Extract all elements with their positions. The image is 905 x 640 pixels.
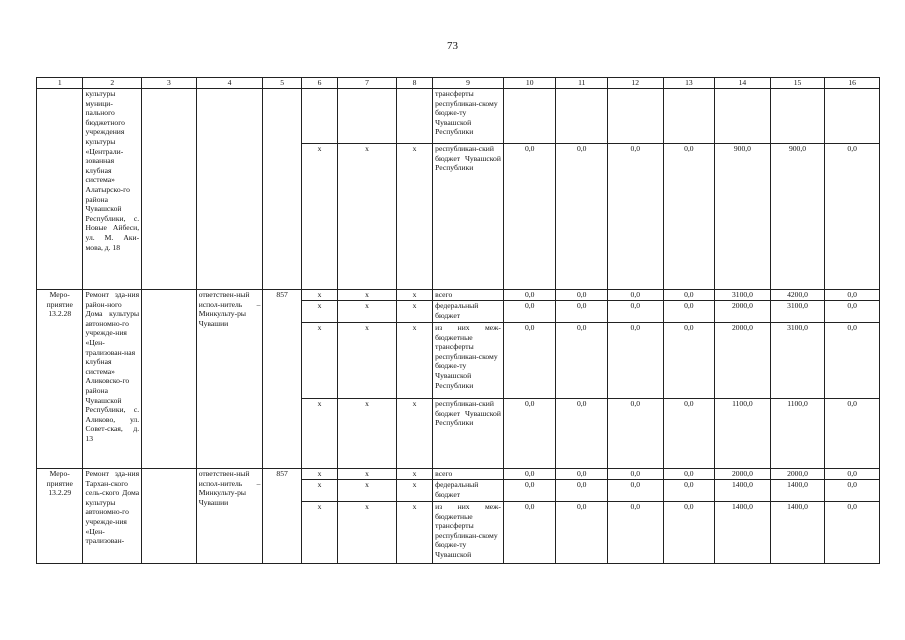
funding-amount: 0,0 (825, 323, 880, 399)
funding-amount: 0,0 (663, 399, 715, 469)
funding-amount: 0,0 (825, 469, 880, 480)
classifier-cell: х (338, 301, 397, 323)
funding-amount: 0,0 (825, 502, 880, 564)
funding-amount: 0,0 (503, 301, 556, 323)
funding-amount: 3100,0 (770, 323, 825, 399)
funding-amount: 0,0 (503, 323, 556, 399)
column-number: 5 (263, 78, 301, 89)
funding-amount (770, 89, 825, 144)
funding-amount: 0,0 (825, 399, 880, 469)
funding-amount (503, 89, 556, 144)
classifier-cell: х (301, 469, 337, 480)
classifier-cell: х (338, 144, 397, 290)
funding-amount: 900,0 (770, 144, 825, 290)
grbs-code: 857 (263, 290, 301, 469)
column-number: 4 (196, 78, 263, 89)
funding-amount: 900,0 (715, 144, 771, 290)
funding-amount: 0,0 (825, 290, 880, 301)
funding-amount: 3100,0 (770, 301, 825, 323)
funding-amount: 0,0 (825, 144, 880, 290)
classifier-cell: х (338, 399, 397, 469)
classifier-cell: х (301, 323, 337, 399)
funding-amount: 0,0 (663, 301, 715, 323)
funding-amount: 0,0 (825, 480, 880, 502)
funding-amount: 0,0 (663, 290, 715, 301)
funding-amount (663, 89, 715, 144)
classifier-cell: х (301, 480, 337, 502)
classifier-cell: х (396, 480, 432, 502)
funding-amount: 0,0 (503, 399, 556, 469)
column-number: 6 (301, 78, 337, 89)
funding-amount: 0,0 (503, 290, 556, 301)
funding-amount: 2000,0 (715, 301, 771, 323)
classifier-cell: х (396, 144, 432, 290)
funding-amount: 1400,0 (715, 502, 771, 564)
funding-amount: 0,0 (556, 480, 608, 502)
classifier-cell: х (301, 144, 337, 290)
classifier-cell: х (338, 323, 397, 399)
funding-amount: 1100,0 (715, 399, 771, 469)
classifier-cell (301, 89, 337, 144)
classifier-cell: х (396, 399, 432, 469)
funding-amount: 0,0 (556, 323, 608, 399)
measure-code: Меро-приятие 13.2.29 (37, 469, 83, 564)
classifier-cell: х (396, 502, 432, 564)
funding-source: трансферты республикан-скому бюдже-ту Чувашской Республики (433, 89, 504, 144)
funding-source: всего (433, 290, 504, 301)
funding-amount: 3100,0 (715, 290, 771, 301)
column-number: 15 (770, 78, 825, 89)
table-row (37, 290, 880, 301)
funding-amount: 0,0 (556, 502, 608, 564)
funding-amount: 0,0 (663, 144, 715, 290)
funding-amount: 0,0 (608, 469, 664, 480)
funding-amount: 0,0 (608, 301, 664, 323)
budget-table (36, 77, 880, 564)
funding-amount: 1400,0 (770, 480, 825, 502)
measure-name: Ремонт зда-ния Тархан-ского сель-ского Дома культуры автономно-го учрежде-ния «Цен-трализован- (83, 469, 142, 564)
column-number-row (37, 78, 880, 89)
funding-source: федеральный бюджет (433, 301, 504, 323)
measure-code: Меро-приятие 13.2.28 (37, 290, 83, 469)
column-number: 10 (503, 78, 556, 89)
measure-name: культуры муници-пального бюджетного учреждения культуры «Централи-зованная клубная система» Алатырско-го района Чувашской Республики, с. Новые Айбеси, ул. М. Аки-мова, д. 18 (83, 89, 142, 290)
funding-amount: 0,0 (503, 502, 556, 564)
table-row (37, 89, 880, 144)
column-3-cell (142, 89, 197, 290)
funding-source: федеральный бюджет (433, 480, 504, 502)
funding-amount: 4200,0 (770, 290, 825, 301)
classifier-cell: х (338, 290, 397, 301)
column-number: 16 (825, 78, 880, 89)
funding-amount: 0,0 (503, 144, 556, 290)
measure-code (37, 89, 83, 290)
funding-amount: 0,0 (556, 290, 608, 301)
column-number: 12 (608, 78, 664, 89)
classifier-cell: х (396, 469, 432, 480)
classifier-cell (338, 89, 397, 144)
grbs-code: 857 (263, 469, 301, 564)
column-number: 14 (715, 78, 771, 89)
funding-amount: 0,0 (608, 290, 664, 301)
responsible-executor (196, 89, 263, 290)
classifier-cell (396, 89, 432, 144)
funding-amount (825, 89, 880, 144)
funding-amount (608, 89, 664, 144)
column-number: 11 (556, 78, 608, 89)
funding-source: из них меж-бюджетные трансферты республикан-скому бюдже-ту Чувашской Республики (433, 323, 504, 399)
funding-amount: 0,0 (608, 144, 664, 290)
page-number: 73 (447, 40, 458, 52)
column-3-cell (142, 290, 197, 469)
classifier-cell: х (396, 323, 432, 399)
funding-amount: 2000,0 (715, 323, 771, 399)
funding-amount: 0,0 (556, 301, 608, 323)
funding-amount: 1400,0 (770, 502, 825, 564)
table-row (37, 469, 880, 480)
responsible-executor: ответствен-ный испол-нитель – Минкульту-ры Чувашии (196, 290, 263, 469)
funding-amount (715, 89, 771, 144)
column-3-cell (142, 469, 197, 564)
measure-name: Ремонт зда-ния район-ного Дома культуры автономно-го учрежде-ния «Цен-трализован-ная клубная система» Аликовско-го района Чувашской Республики, с. Аликово, ул. Совет-ская, д. 13 (83, 290, 142, 469)
funding-source: республикан-ский бюджет Чувашской Республики (433, 144, 504, 290)
funding-amount: 0,0 (556, 399, 608, 469)
column-number: 13 (663, 78, 715, 89)
funding-source: всего (433, 469, 504, 480)
classifier-cell: х (301, 301, 337, 323)
grbs-code (263, 89, 301, 290)
classifier-cell: х (301, 502, 337, 564)
column-number: 9 (433, 78, 504, 89)
classifier-cell: х (338, 502, 397, 564)
funding-amount: 0,0 (608, 323, 664, 399)
column-number: 7 (338, 78, 397, 89)
column-number: 3 (142, 78, 197, 89)
classifier-cell: х (301, 399, 337, 469)
funding-amount: 0,0 (663, 469, 715, 480)
responsible-executor: ответствен-ный испол-нитель – Минкульту-ры Чувашии (196, 469, 263, 564)
funding-amount: 2000,0 (715, 469, 771, 480)
funding-amount: 2000,0 (770, 469, 825, 480)
funding-amount: 0,0 (663, 480, 715, 502)
funding-amount: 0,0 (556, 144, 608, 290)
funding-source: из них меж-бюджетные трансферты республикан-скому бюдже-ту Чувашской (433, 502, 504, 564)
column-number: 2 (83, 78, 142, 89)
classifier-cell: х (338, 480, 397, 502)
funding-amount: 0,0 (503, 469, 556, 480)
funding-amount: 1100,0 (770, 399, 825, 469)
funding-amount: 0,0 (503, 480, 556, 502)
classifier-cell: х (338, 469, 397, 480)
funding-amount (556, 89, 608, 144)
funding-amount: 0,0 (608, 399, 664, 469)
funding-amount: 0,0 (825, 301, 880, 323)
funding-amount: 0,0 (663, 323, 715, 399)
funding-amount: 1400,0 (715, 480, 771, 502)
classifier-cell: х (396, 301, 432, 323)
funding-amount: 0,0 (663, 502, 715, 564)
funding-source: республикан-ский бюджет Чувашской Республики (433, 399, 504, 469)
column-number: 1 (37, 78, 83, 89)
funding-amount: 0,0 (608, 502, 664, 564)
funding-amount: 0,0 (556, 469, 608, 480)
classifier-cell: х (396, 290, 432, 301)
classifier-cell: х (301, 290, 337, 301)
column-number: 8 (396, 78, 432, 89)
funding-amount: 0,0 (608, 480, 664, 502)
